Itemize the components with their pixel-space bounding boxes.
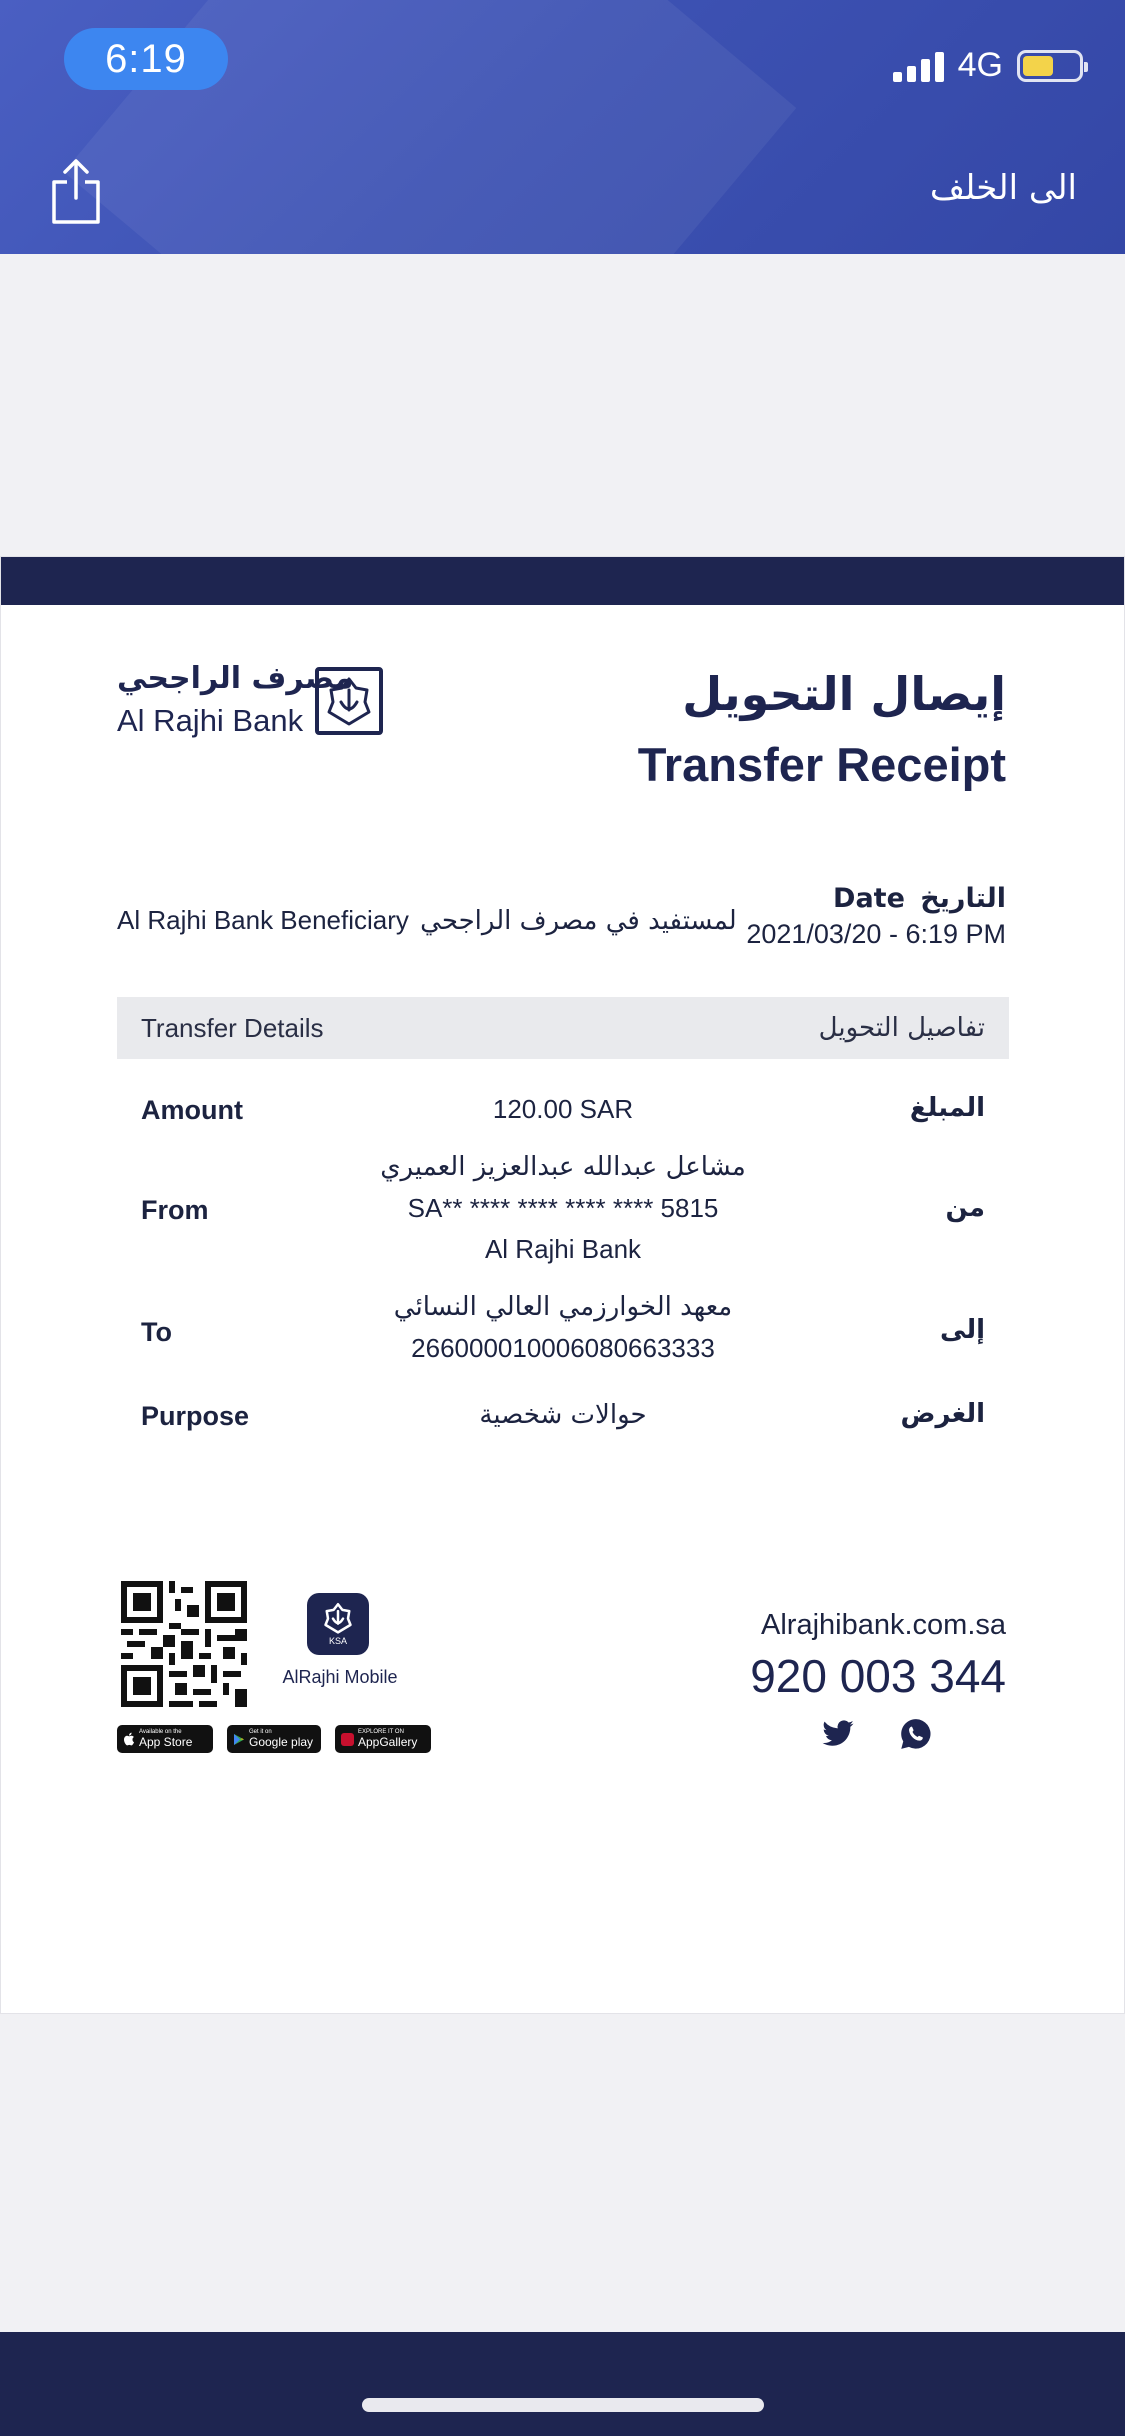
from-row [117,1147,1009,1273]
alrajhi-mobile-app-icon[interactable] [307,1593,369,1655]
to-label-en: To [141,1317,172,1347]
status-indicators [893,46,1083,85]
google-play-name: Google play [249,1735,314,1749]
app-gallery-icon [341,1733,354,1746]
amount-text: 120.00 SAR [492,1094,634,1124]
amount-label-en: Amount [141,1095,243,1125]
details-header-en: Transfer Details [141,1012,324,1043]
receipt-title-ar: إيصال التحويل [682,667,1006,721]
app-store-small: Available on the [139,1729,182,1735]
battery-icon [1017,50,1083,82]
google-play-text [249,1729,313,1749]
from-value [317,1147,809,1270]
amount-row [117,1087,1009,1131]
share-button[interactable] [48,158,104,226]
app-gallery-small: EXPLORE IT ON [358,1729,404,1735]
back-button[interactable]: الى الخلف [929,168,1077,208]
google-play-badge[interactable] [227,1725,321,1753]
sender-account: SA** **** **** **** **** 5815 [407,1193,719,1223]
apple-icon [123,1732,135,1746]
qr-code-icon [121,1581,247,1707]
date-label [833,883,1006,914]
purpose-text: حوالات شخصية [479,1400,647,1430]
date-label-en: Date [833,883,905,914]
transfer-receipt [0,556,1125,2014]
status-time: 6:19 [64,28,228,90]
purpose-label-ar: الغرض [900,1399,985,1429]
google-play-small: Get it on [249,1729,272,1735]
date-label-ar: التاريخ [920,883,1006,914]
battery-level [1023,56,1053,76]
app-gallery-text [358,1729,417,1749]
bank-logo-icon [323,1602,353,1634]
beneficiary-en: Al Rajhi Bank Beneficiary [117,905,409,935]
to-value [317,1287,809,1369]
top-navigation-bar [0,0,1125,254]
from-label-en: From [141,1195,209,1225]
beneficiary-type [117,905,737,936]
app-badge: KSA [328,1636,347,1646]
sender-bank: Al Rajhi Bank [484,1234,642,1264]
details-header-ar: تفاصيل التحويل [818,1013,985,1043]
app-store-text [139,1729,192,1749]
app-store-name: App Store [139,1735,193,1749]
app-gallery-badge[interactable] [335,1725,431,1753]
purpose-value [317,1395,809,1436]
amount-label-ar: المبلغ [909,1093,985,1123]
bank-logo-icon [315,667,383,735]
twitter-icon[interactable] [821,1717,855,1751]
date-value: 2021/03/20 - 6:19 PM [746,919,1006,949]
app-name: AlRajhi Mobile [282,1667,398,1687]
share-icon [48,158,104,226]
to-row [117,1287,1009,1373]
signal-icon [893,50,944,82]
recipient-account: 266000010006080663333 [411,1333,715,1363]
purpose-row [117,1393,1009,1437]
recipient-name: معهد الخوارزمي العالي النسائي [393,1292,733,1322]
network-type: 4G [957,46,1003,84]
bank-name-ar: مصرف الراجحي [117,661,354,696]
whatsapp-icon[interactable] [899,1717,933,1751]
amount-value [317,1089,809,1130]
app-store-badge[interactable] [117,1725,213,1753]
bank-phone-number[interactable]: 920 003 344 [750,1650,1006,1702]
home-indicator[interactable] [362,2398,764,2412]
receipt-top-band [1,557,1124,605]
from-label-ar: من [945,1193,985,1223]
sender-name: مشاعل عبدالله عبدالعزيز العميري [380,1152,746,1182]
transfer-details-header [117,997,1009,1059]
app-gallery-name: AppGallery [358,1735,418,1749]
bottom-bar [0,2332,1125,2436]
bank-website-link[interactable]: Alrajhibank.com.sa [761,1609,1006,1641]
google-play-icon [233,1733,245,1746]
to-label-ar: إلى [940,1315,985,1345]
beneficiary-ar: لمستفيد في مصرف الراجحي [420,906,737,936]
purpose-label-en: Purpose [141,1401,250,1431]
bank-name-en: Al Rajhi Bank [117,703,304,738]
receipt-title-en: Transfer Receipt [637,738,1006,791]
